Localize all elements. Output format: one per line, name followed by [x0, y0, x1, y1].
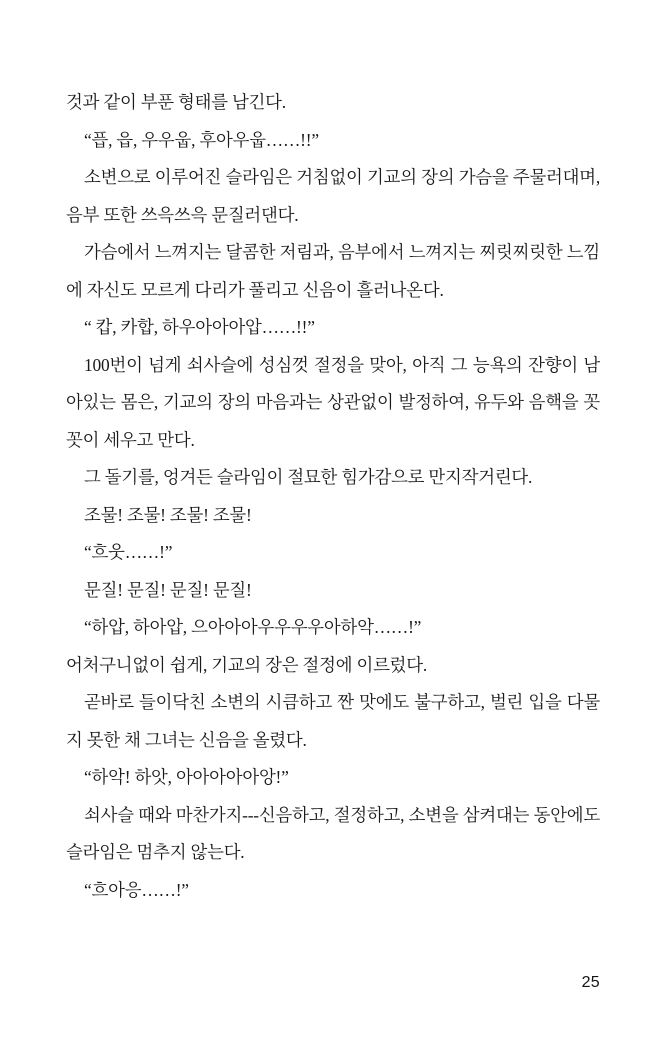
paragraph: “픕, 읍, 우우웁, 후아우웁……!!”: [84, 129, 319, 150]
paragraph: 곧바로 들이닥친 소변의 시큼하고 짠 맛에도 불구하고, 벌린 입을 다물지 못한 채 그녀는 신음을 올렸다.: [66, 692, 600, 750]
paragraph: 것과 같이 부푼 형태를 남긴다.: [66, 92, 286, 112]
paragraph: “흐아응……!”: [84, 879, 189, 900]
paragraph: “하압, 하아압, 으아아아우우우우아하악……!”: [84, 617, 422, 637]
paragraph: “ 캅, 카합, 하우아아아압……!!”: [84, 317, 315, 337]
paragraph: 조물! 조물! 조물! 조물!: [84, 504, 252, 525]
paragraph: 100번이 넘게 쇠사슬에 성심껏 절정을 맞아, 아직 그 능욕의 잔향이 남아있는 몸은, 기교의 장의 마음과는 상관없이 발정하여, 유두와 음핵을 꼿꼿이 세우고 만다.: [66, 354, 600, 450]
paragraph: 어처구니없이 쉽게, 기교의 장은 절정에 이르렀다.: [66, 654, 428, 675]
paragraph: 쇠사슬 때와 마찬가지---신음하고, 절정하고, 소변을 삼켜대는 동안에도 슬라임은 멈추지 않는다.: [66, 804, 600, 862]
page-body: [66, 84, 600, 909]
paragraph: 가슴에서 느껴지는 달콤한 저림과, 음부에서 느껴지는 찌릿찌릿한 느낌에 자신도 모르게 다리가 풀리고 신음이 흘러나온다.: [66, 242, 600, 300]
paragraph: “하악! 하앗, 아아아아아앙!”: [84, 767, 289, 787]
page-number: 25: [581, 974, 600, 991]
paragraph: 그 돌기를, 엉겨든 슬라임이 절묘한 힘가감으로 만지작거린다.: [84, 467, 533, 487]
paragraph: 소변으로 이루어진 슬라임은 거침없이 기교의 장의 가슴을 주물러대며, 음부 또한 쓰윽쓰윽 문질러댄다.: [66, 167, 600, 225]
paragraph: “흐웃……!”: [84, 542, 173, 562]
paragraph: 문질! 문질! 문질! 문질!: [84, 579, 252, 600]
